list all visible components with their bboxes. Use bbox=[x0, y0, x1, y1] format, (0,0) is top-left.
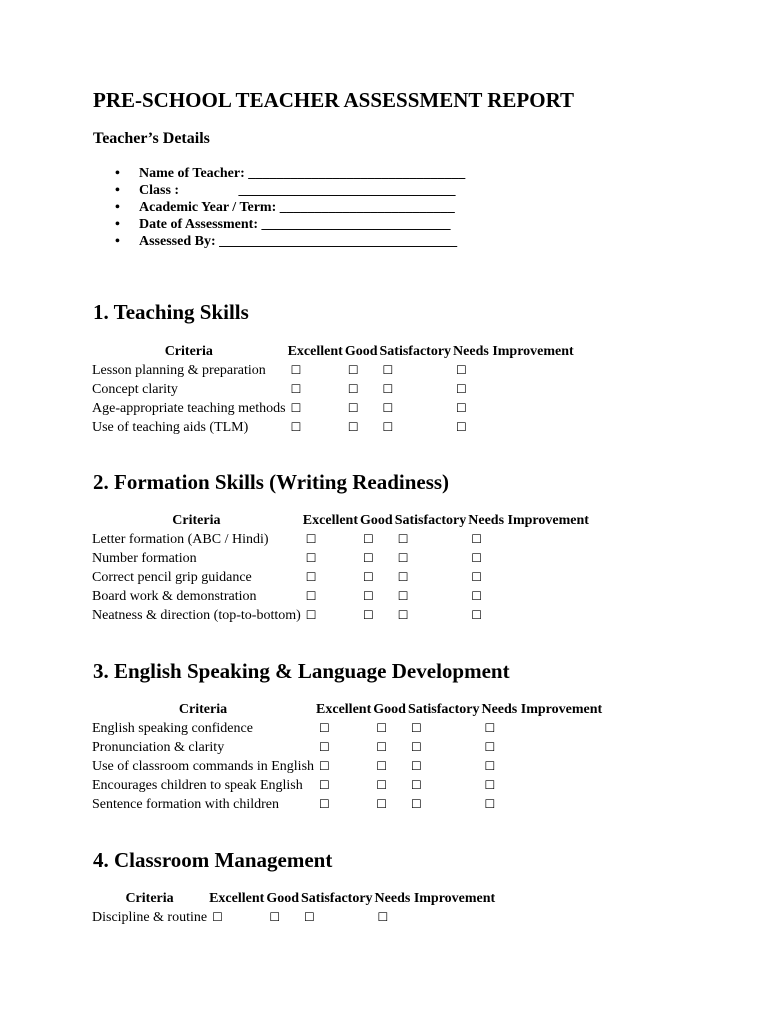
rating-cell-good bbox=[344, 399, 379, 418]
rating-cell-satisfactory bbox=[407, 757, 481, 776]
checkbox-icon[interactable]: ☐ bbox=[376, 740, 388, 754]
criteria-label: Lesson planning & preparation bbox=[92, 363, 266, 378]
rating-cell-satisfactory bbox=[379, 399, 453, 418]
section-4-title: 4. Classroom Management bbox=[93, 848, 333, 872]
rating-cell-excellent bbox=[302, 549, 359, 568]
checkbox-icon[interactable]: ☐ bbox=[377, 910, 389, 924]
checkbox-icon[interactable]: ☐ bbox=[347, 420, 359, 434]
column-header-good: Good bbox=[373, 702, 406, 717]
column-header-criteria: Criteria bbox=[172, 513, 221, 528]
checkbox-icon[interactable]: ☐ bbox=[212, 910, 223, 924]
checkbox-icon[interactable]: ☐ bbox=[471, 551, 483, 565]
table-row bbox=[91, 530, 590, 549]
rating-cell-needs-improvement bbox=[480, 776, 603, 795]
column-header-satisfactory: Satisfactory bbox=[379, 344, 452, 359]
criteria-label: Encourages children to speak English bbox=[92, 778, 303, 793]
checkbox-icon[interactable]: ☐ bbox=[376, 778, 388, 792]
table-row bbox=[91, 606, 590, 625]
checkbox-icon[interactable]: ☐ bbox=[305, 532, 317, 546]
column-header-criteria: Criteria bbox=[178, 702, 228, 717]
column-header-excellent: Excellent bbox=[316, 702, 372, 717]
table-row bbox=[91, 795, 603, 814]
column-header-good: Good bbox=[344, 344, 378, 359]
checkbox-icon[interactable]: ☐ bbox=[304, 910, 315, 924]
rating-cell-good bbox=[359, 606, 394, 625]
table-row bbox=[91, 361, 575, 380]
checkbox-icon[interactable]: ☐ bbox=[363, 608, 374, 622]
checkbox-icon[interactable]: ☐ bbox=[376, 797, 388, 811]
checkbox-icon[interactable]: ☐ bbox=[319, 797, 330, 811]
detail-item-date bbox=[93, 216, 465, 233]
checkbox-icon[interactable]: ☐ bbox=[363, 532, 374, 546]
rating-cell-needs-improvement bbox=[452, 380, 575, 399]
rating-cell-needs-improvement bbox=[374, 908, 497, 927]
rating-cell-excellent bbox=[315, 719, 372, 738]
rating-cell-excellent bbox=[302, 587, 359, 606]
checkbox-icon[interactable]: ☐ bbox=[484, 740, 496, 754]
column-header-needs-improvement: Needs Improvement bbox=[468, 513, 589, 528]
rating-cell-excellent bbox=[315, 738, 372, 757]
table-row bbox=[91, 380, 575, 399]
rating-cell-excellent bbox=[315, 776, 372, 795]
table-row bbox=[91, 399, 575, 418]
criteria-label: Age-appropriate teaching methods bbox=[92, 401, 286, 416]
rating-cell-needs-improvement bbox=[480, 738, 603, 757]
checkbox-icon[interactable]: ☐ bbox=[397, 551, 409, 565]
criteria-label: Use of classroom commands in English bbox=[92, 759, 315, 774]
rating-cell-excellent bbox=[287, 361, 344, 380]
checkbox-icon[interactable]: ☐ bbox=[397, 532, 409, 546]
criteria-label: English speaking confidence bbox=[92, 721, 253, 736]
criteria-label: Neatness & direction (top-to-bottom) bbox=[92, 608, 301, 623]
rating-cell-good bbox=[359, 568, 394, 587]
rating-cell-good bbox=[359, 530, 394, 549]
detail-text: Date of Assessment: ___________________________ bbox=[139, 217, 451, 232]
column-header-needs-improvement: Needs Improvement bbox=[453, 344, 574, 359]
checkbox-icon[interactable]: ☐ bbox=[319, 778, 330, 792]
section-2-table bbox=[91, 511, 590, 625]
rating-cell-good bbox=[265, 908, 300, 927]
checkbox-icon[interactable]: ☐ bbox=[319, 740, 330, 754]
checkbox-icon[interactable]: ☐ bbox=[363, 551, 374, 565]
checkbox-icon[interactable]: ☐ bbox=[382, 420, 394, 434]
column-header-excellent: Excellent bbox=[302, 513, 359, 528]
column-header-criteria: Criteria bbox=[125, 891, 174, 906]
checkbox-icon[interactable]: ☐ bbox=[376, 759, 388, 773]
checkbox-icon[interactable]: ☐ bbox=[410, 778, 422, 792]
detail-text: Assessed By: __________________________________ bbox=[139, 234, 458, 249]
checkbox-icon[interactable]: ☐ bbox=[456, 363, 467, 377]
rating-cell-satisfactory bbox=[379, 418, 453, 437]
section-4-table bbox=[91, 889, 496, 927]
checkbox-icon[interactable]: ☐ bbox=[484, 778, 496, 792]
checkbox-icon[interactable]: ☐ bbox=[484, 759, 496, 773]
criteria-label: Use of teaching aids (TLM) bbox=[92, 420, 249, 435]
rating-cell-satisfactory bbox=[379, 380, 453, 399]
checkbox-icon[interactable]: ☐ bbox=[376, 721, 388, 735]
table-header-row bbox=[91, 342, 575, 361]
rating-cell-good bbox=[372, 719, 407, 738]
column-header-satisfactory: Satisfactory bbox=[394, 513, 467, 528]
rating-cell-good bbox=[372, 757, 407, 776]
checkbox-icon[interactable]: ☐ bbox=[363, 589, 374, 603]
checkbox-icon[interactable]: ☐ bbox=[410, 797, 422, 811]
criteria-label: Number formation bbox=[92, 551, 197, 566]
rating-cell-excellent bbox=[208, 908, 265, 927]
checkbox-icon[interactable]: ☐ bbox=[382, 382, 394, 396]
rating-cell-excellent bbox=[302, 568, 359, 587]
teacher-details-list bbox=[93, 165, 465, 250]
rating-cell-satisfactory bbox=[379, 361, 453, 380]
criteria-label: Board work & demonstration bbox=[92, 589, 257, 604]
document-title: PRE-SCHOOL TEACHER ASSESSMENT REPORT bbox=[93, 88, 575, 112]
table-row bbox=[91, 757, 603, 776]
checkbox-icon[interactable]: ☐ bbox=[471, 589, 483, 603]
checkbox-icon[interactable]: ☐ bbox=[347, 382, 359, 396]
column-header-good: Good bbox=[266, 891, 299, 906]
table-row bbox=[91, 719, 603, 738]
table-row bbox=[91, 418, 575, 437]
teacher-details-heading: Teacher’s Details bbox=[93, 130, 210, 147]
checkbox-icon[interactable]: ☐ bbox=[410, 759, 422, 773]
rating-cell-needs-improvement bbox=[467, 530, 590, 549]
criteria-label: Pronunciation & clarity bbox=[92, 740, 225, 755]
column-header-criteria: Criteria bbox=[164, 344, 213, 359]
section-1-title: 1. Teaching Skills bbox=[93, 300, 249, 324]
rating-cell-satisfactory bbox=[407, 738, 481, 757]
checkbox-icon[interactable]: ☐ bbox=[347, 401, 359, 415]
rating-cell-needs-improvement bbox=[452, 418, 575, 437]
rating-cell-satisfactory bbox=[394, 549, 468, 568]
table-row bbox=[91, 776, 603, 795]
checkbox-icon[interactable]: ☐ bbox=[397, 570, 409, 584]
checkbox-icon[interactable]: ☐ bbox=[410, 721, 422, 735]
criteria-label: Correct pencil grip guidance bbox=[92, 570, 252, 585]
rating-cell-excellent bbox=[302, 530, 359, 549]
rating-cell-excellent bbox=[287, 380, 344, 399]
rating-cell-excellent bbox=[302, 606, 359, 625]
checkbox-icon[interactable]: ☐ bbox=[269, 910, 281, 924]
table-header-row bbox=[91, 889, 496, 908]
table-row bbox=[91, 908, 496, 927]
detail-item-assessed-by bbox=[93, 233, 465, 250]
rating-cell-good bbox=[372, 776, 407, 795]
checkbox-icon[interactable]: ☐ bbox=[484, 797, 496, 811]
column-header-needs-improvement: Needs Improvement bbox=[481, 702, 603, 717]
checkbox-icon[interactable]: ☐ bbox=[363, 570, 374, 584]
section-2-title: 2. Formation Skills (Writing Readiness) bbox=[93, 470, 450, 494]
checkbox-icon[interactable]: ☐ bbox=[382, 401, 394, 415]
rating-cell-satisfactory bbox=[394, 587, 468, 606]
checkbox-icon[interactable]: ☐ bbox=[484, 721, 496, 735]
checkbox-icon[interactable]: ☐ bbox=[397, 608, 409, 622]
checkbox-icon[interactable]: ☐ bbox=[290, 401, 302, 415]
bullet-icon: • bbox=[115, 166, 120, 181]
rating-cell-satisfactory bbox=[394, 568, 468, 587]
rating-cell-needs-improvement bbox=[480, 757, 603, 776]
rating-cell-satisfactory bbox=[407, 795, 481, 814]
checkbox-icon[interactable]: ☐ bbox=[471, 532, 483, 546]
detail-text: Academic Year / Term: _________________________ bbox=[139, 200, 455, 215]
rating-cell-good bbox=[372, 795, 407, 814]
checkbox-icon[interactable]: ☐ bbox=[347, 363, 359, 377]
checkbox-icon[interactable]: ☐ bbox=[456, 382, 467, 396]
detail-item-class bbox=[93, 182, 465, 199]
rating-cell-needs-improvement bbox=[452, 361, 575, 380]
criteria-label: Discipline & routine bbox=[92, 910, 208, 925]
detail-text: Class : _______________________________ bbox=[139, 183, 456, 198]
rating-cell-good bbox=[344, 418, 379, 437]
criteria-label: Concept clarity bbox=[92, 382, 178, 397]
criteria-label: Letter formation (ABC / Hindi) bbox=[92, 532, 269, 547]
rating-cell-good bbox=[372, 738, 407, 757]
bullet-icon: • bbox=[115, 183, 120, 198]
table-row bbox=[91, 568, 590, 587]
rating-cell-satisfactory bbox=[394, 606, 468, 625]
checkbox-icon[interactable]: ☐ bbox=[319, 721, 330, 735]
detail-item-academic-year bbox=[93, 199, 465, 216]
table-header-row bbox=[91, 700, 603, 719]
rating-cell-needs-improvement bbox=[467, 568, 590, 587]
column-header-satisfactory: Satisfactory bbox=[407, 702, 480, 717]
checkbox-icon[interactable]: ☐ bbox=[290, 363, 302, 377]
rating-cell-excellent bbox=[315, 757, 372, 776]
rating-cell-good bbox=[344, 361, 379, 380]
rating-cell-good bbox=[344, 380, 379, 399]
rating-cell-satisfactory bbox=[407, 776, 481, 795]
table-header-row bbox=[91, 511, 590, 530]
rating-cell-excellent bbox=[287, 399, 344, 418]
checkbox-icon[interactable]: ☐ bbox=[471, 570, 483, 584]
column-header-excellent: Excellent bbox=[209, 891, 265, 906]
checkbox-icon[interactable]: ☐ bbox=[382, 363, 394, 377]
rating-cell-needs-improvement bbox=[467, 606, 590, 625]
detail-item-name bbox=[93, 165, 465, 182]
checkbox-icon[interactable]: ☐ bbox=[456, 420, 467, 434]
checkbox-icon[interactable]: ☐ bbox=[290, 382, 302, 396]
table-row bbox=[91, 587, 590, 606]
detail-text: Name of Teacher: _______________________________ bbox=[139, 166, 466, 181]
checkbox-icon[interactable]: ☐ bbox=[397, 589, 409, 603]
rating-cell-excellent bbox=[315, 795, 372, 814]
section-1-table bbox=[91, 342, 575, 437]
rating-cell-needs-improvement bbox=[480, 719, 603, 738]
section-3-title: 3. English Speaking & Language Development bbox=[93, 659, 510, 683]
rating-cell-needs-improvement bbox=[467, 549, 590, 568]
rating-cell-satisfactory bbox=[407, 719, 481, 738]
bullet-icon: • bbox=[115, 200, 120, 215]
bullet-icon: • bbox=[115, 217, 120, 232]
rating-cell-satisfactory bbox=[300, 908, 374, 927]
checkbox-icon[interactable]: ☐ bbox=[471, 608, 483, 622]
checkbox-icon[interactable]: ☐ bbox=[290, 420, 302, 434]
checkbox-icon[interactable]: ☐ bbox=[305, 570, 317, 584]
checkbox-icon[interactable]: ☐ bbox=[305, 551, 317, 565]
rating-cell-satisfactory bbox=[394, 530, 468, 549]
rating-cell-excellent bbox=[287, 418, 344, 437]
checkbox-icon[interactable]: ☐ bbox=[410, 740, 422, 754]
checkbox-icon[interactable]: ☐ bbox=[456, 401, 467, 415]
checkbox-icon[interactable]: ☐ bbox=[319, 759, 330, 773]
section-3-table bbox=[91, 700, 603, 814]
table-row bbox=[91, 549, 590, 568]
bullet-icon: • bbox=[115, 234, 120, 249]
rating-cell-good bbox=[359, 549, 394, 568]
rating-cell-needs-improvement bbox=[480, 795, 603, 814]
criteria-label: Sentence formation with children bbox=[92, 797, 279, 812]
rating-cell-needs-improvement bbox=[452, 399, 575, 418]
rating-cell-needs-improvement bbox=[467, 587, 590, 606]
checkbox-icon[interactable]: ☐ bbox=[305, 608, 317, 622]
column-header-good: Good bbox=[360, 513, 393, 528]
checkbox-icon[interactable]: ☐ bbox=[305, 589, 317, 603]
column-header-satisfactory: Satisfactory bbox=[301, 891, 373, 906]
rating-cell-good bbox=[359, 587, 394, 606]
column-header-needs-improvement: Needs Improvement bbox=[374, 891, 496, 906]
table-row bbox=[91, 738, 603, 757]
column-header-excellent: Excellent bbox=[287, 344, 343, 359]
